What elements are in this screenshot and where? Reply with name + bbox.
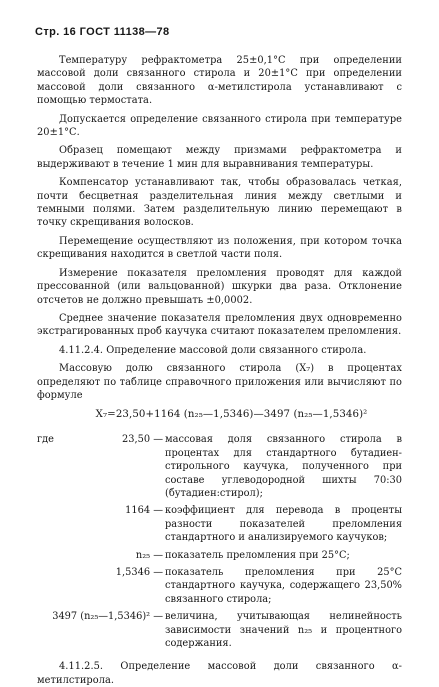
paragraph-sample-placement: Образец помещают между призмами рефрактометра и выдерживают в течение 1 мин для выравнивания температуры. (37, 145, 402, 170)
paragraph-formula-intro: Массовую долю связанного стирола (X₇) в процентах определяют по таблице справочного приложения или вычисляют по формуле (37, 363, 402, 401)
paragraph-movement: Перемещение осуществляют из положения, при котором точка скрещивания находится в светлой части поля. (37, 235, 402, 261)
where-label: где (37, 434, 54, 446)
definitions-list (37, 433, 402, 654)
definition-term: где 23,50 — (37, 434, 163, 446)
paragraph-allowed-temperature: Допускается определение связанного стирола при температуре 20±1°С. (37, 113, 402, 139)
definition-text: величина, учитывающая нелинейность зависимости значений n₂₅ и процентного содержания. (165, 611, 402, 650)
definition-term: 1,5346 — (115, 567, 163, 578)
definition-term: 3497 (n₂₅—1,5346)² — (52, 611, 163, 623)
definition-text: показатель преломления при 25°С стандартного каучука, содержащего 23,50% связанного стирола; (165, 567, 402, 605)
formula-x7: X₇=23,50+1164 (n₂₅—1,5346)—3497 (n₂₅—1,5346)² (95, 409, 368, 421)
paragraph-mean-value: Среднее значение показателя преломления двух одновременно экстрагированных проб каучука считают показателем преломления. (37, 312, 402, 338)
definition-text: массовая доля связанного стирола в процентах для стандартного бутадиен-стирольного каучука, полученного при составе углеводородной шихты 70:30 (бутадиен:стирол); (165, 434, 402, 499)
definition-text: показатель преломления при 25°С; (165, 549, 350, 561)
paragraph-measurement: Измерение показателя преломления проводят для каждой прессованной (или вальцованной) шкурки два раза. Отклонение отсчетов не должно превышать ±0,0002. (37, 267, 402, 306)
paragraph-compensator: Компенсатор устанавливают так, чтобы образовалась четкая, почти бесцветная разделительная линия между светлыми и темными полями. Затем разделительную линию перемещают в точку скрещивания волосков. (37, 177, 402, 229)
definition-term: 1164 — (125, 505, 163, 517)
section-heading-4-11-2-4: 4.11.2.4. Определение массовой доли связанного стирола. (59, 344, 367, 356)
definition-text: коэффициент для перевода в проценты разности показателей преломления стандартного и анализируемого каучуков; (165, 505, 402, 544)
section-heading-4-11-2-5: 4.11.2.5. Определение массовой доли связанного α-метилстирола. (37, 661, 402, 686)
page-header: Стр. 16 ГОСТ 11138—78 (35, 26, 170, 38)
definition-term: n₂₅ — (135, 549, 163, 561)
paragraph-temperature: Температуру рефрактометра 25±0,1°С при определении массовой доли связанного стирола и 20±1°С при определении массовой доли связанного α-метилстирола устанавливают с помощью термостата. (37, 55, 402, 107)
